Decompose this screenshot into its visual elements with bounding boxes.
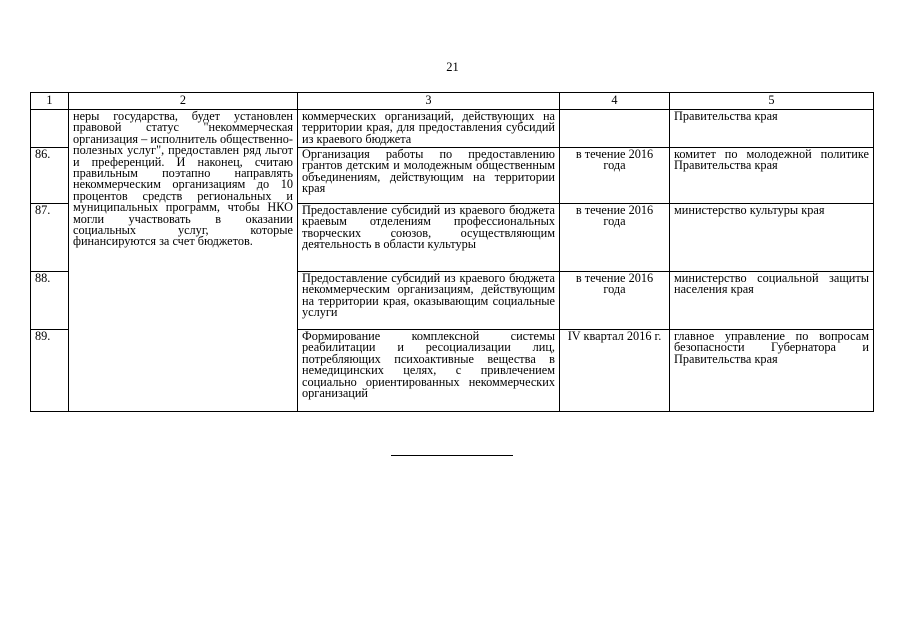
row-number (31, 110, 69, 148)
responsible-cell: главное управление по вопросам безопасности Губернатора и Правительства края (670, 330, 874, 412)
measure-cell: Предоставление субсидий из краевого бюджета некоммерческим организациям, действующим на территории края, оказывающим социальные услуги (298, 272, 560, 330)
term-cell (560, 110, 670, 148)
row-number: 88. (31, 272, 69, 330)
table-header-row (31, 93, 874, 110)
responsible-cell: Правительства края (670, 110, 874, 148)
column-header: 3 (298, 93, 560, 110)
table-row (31, 110, 874, 148)
commentary-cell: неры государства, будет установлен правовой статус "некоммерческая организация – исполнитель общественно-полезных услуг", предоставлен ряд льгот и преференций. И наконец, считаю правильным поэтапно направлять некоммерческим организациям до 10 процентов средств региональных и муниципальных программ, чтобы НКО могли участвовать в оказании социальных услуг, которые финансируются за счет бюджетов. (69, 110, 298, 412)
term-cell: в течение 2016 года (560, 204, 670, 272)
measure-cell: Предоставление субсидий из краевого бюджета краевым отделениям профессиональных творческих союзов, осуществляющим деятельность в области культуры (298, 204, 560, 272)
column-header: 1 (31, 93, 69, 110)
term-cell: IV квартал 2016 г. (560, 330, 670, 412)
row-number: 87. (31, 204, 69, 272)
page-number: 21 (446, 60, 459, 74)
measures-table (30, 92, 874, 412)
responsible-cell: комитет по молодежной политике Правительства края (670, 148, 874, 204)
responsible-cell: министерство культуры края (670, 204, 874, 272)
measure-cell: Организация работы по предоставлению грантов детским и молодежным общественным объединениям, действующим на территории края (298, 148, 560, 204)
row-number: 86. (31, 148, 69, 204)
measure-cell: коммерческих организаций, действующих на территории края, для предоставления субсидий из краевого бюджета (298, 110, 560, 148)
measure-cell: Формирование комплексной системы реабилитации и ресоциализации лиц, потребляющих психоактивные вещества в немедицинских целях, с привлечением социально ориентированных некоммерческих организаций (298, 330, 560, 412)
responsible-cell: министерство социальной защиты населения края (670, 272, 874, 330)
term-cell: в течение 2016 года (560, 148, 670, 204)
column-header: 2 (69, 93, 298, 110)
column-header: 5 (670, 93, 874, 110)
term-cell: в течение 2016 года (560, 272, 670, 330)
column-header: 4 (560, 93, 670, 110)
end-separator-line (391, 455, 513, 456)
row-number: 89. (31, 330, 69, 412)
